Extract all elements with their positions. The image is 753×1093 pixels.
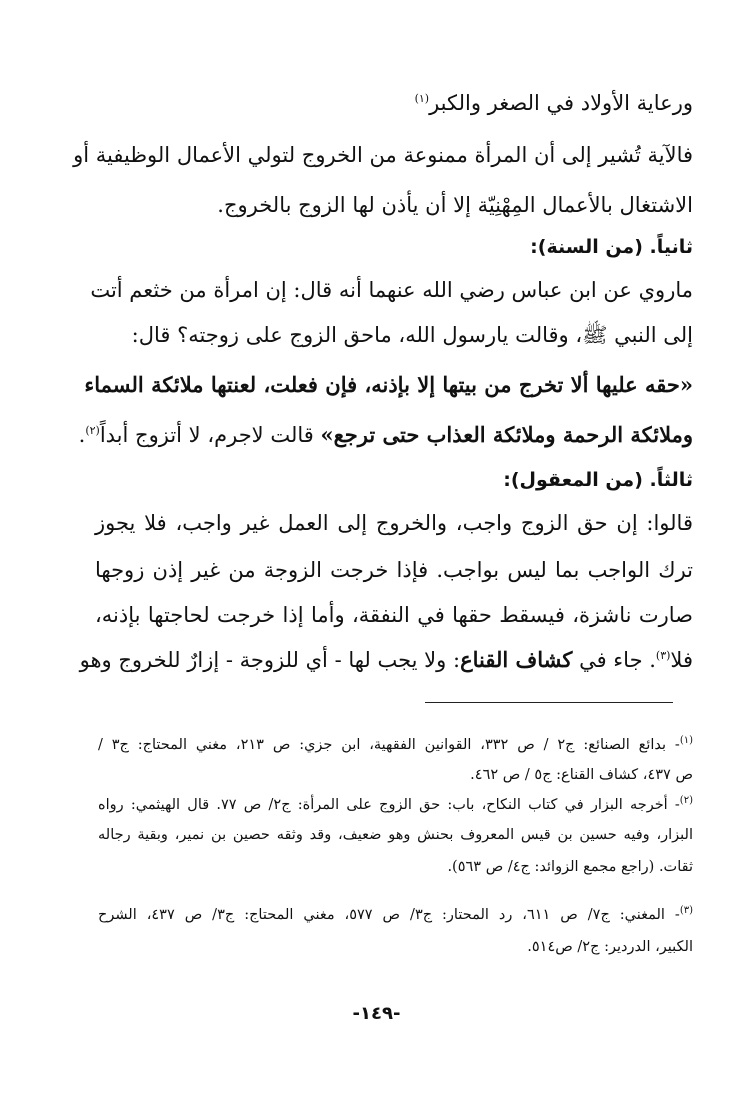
body-line-12: صارت ناشزة، فيسقط حقها في النفقة، وأما إذا خرجت لحاجتها بإذنه،: [95, 603, 693, 627]
footnote-1-line-1: [98, 733, 693, 757]
body-line-3: الاشتغال بالأعمال المِهْنِيّة إلا أن يأذن لها الزوج بالخروج.: [217, 193, 693, 217]
footnote-2-line-1: [98, 793, 693, 817]
section-heading-reason: ثالثاً. (من المعقول):: [503, 469, 693, 491]
body-line-5: ماروي عن ابن عباس رضي الله عنهما أنه قال: إن امرأة من خثعم أتت: [90, 278, 693, 302]
footnote-number: (١): [679, 735, 694, 747]
footnote-separator: [425, 702, 673, 703]
footnote-text: - المغني: ج٧/ ص ٦١١، رد المحتار: ج٣/ ص ٥٧٧، مغني المحتاج: ج٣/ ص ٤٣٧، الشرح: [98, 907, 680, 923]
footnote-2-line-2: البزار، وفيه حسين بن قيس المعروف بحنش وهو ضعيف، وقد وثقه حصين بن نمير، وبقية رجاله: [98, 827, 693, 843]
body-line-6: إلى النبي ﷺ، وقالت يارسول الله، ماحق الزوج على زوجته؟ قال:: [131, 323, 693, 347]
hadith-text: وملائكة الرحمة وملائكة العذاب حتى ترجع»: [320, 422, 693, 447]
footnote-ref-2[interactable]: (٢): [85, 424, 100, 437]
body-text: قالت لاجرم، لا أتزوج أبداً: [99, 423, 321, 447]
footnote-ref-3[interactable]: (٣): [655, 649, 671, 662]
body-line-10: قالوا: إن حق الزوج واجب، والخروج إلى العمل غير واجب، فلا يجوز: [95, 511, 693, 535]
body-text: ورعاية الأولاد في الصغر والكبر: [429, 91, 693, 115]
body-line-1: [95, 88, 693, 118]
footnote-number: (٢): [679, 795, 693, 807]
section-heading-sunnah: ثانياً. (من السنة):: [530, 236, 693, 258]
footnote-3-line-2: الكبير، الدردير: ج٢/ ص٥١٤.: [527, 939, 693, 955]
page-number: -١٤٩-: [352, 1003, 401, 1024]
footnote-2-line-3: ثقات. (راجع مجمع الزوائد: ج٤/ ص ٥٦٣).: [447, 859, 693, 875]
body-text: فلا: [670, 648, 693, 672]
body-line-11: ترك الواجب بما ليس بواجب. فإذا خرجت الزوجة من غير إذن زوجها: [95, 558, 693, 582]
body-text: : ولا يجب لها - أي للزوجة - إزارٌ للخروج وهو: [79, 648, 461, 672]
footnote-text: - بدائع الصنائع: ج٢ / ص ٣٣٢، القوانين الفقهية، ابن جزي: ص ٢١٣، مغني المحتاج: ج٣ /: [98, 737, 680, 753]
body-text: . جاء في: [572, 648, 656, 672]
hadith-line-2: [78, 420, 693, 450]
footnote-1-line-2: ص ٤٣٧، كشاف القناع: ج٥ / ص ٤٦٢.: [470, 767, 693, 783]
body-line-13: [79, 645, 693, 675]
footnote-number: (٣): [679, 905, 693, 917]
body-line-2: فالآية تُشير إلى أن المرأة ممنوعة من الخروج لتولي الأعمال الوظيفية أو: [73, 143, 693, 167]
body-text: .: [78, 423, 86, 447]
book-title: كشاف القناع: [460, 647, 573, 672]
footnote-3-line-1: [98, 903, 693, 927]
hadith-line-1: «حقه عليها ألا تخرج من بيتها إلا بإذنه، فإن فعلت، لعنتها ملائكة السماء: [84, 372, 693, 397]
footnote-ref-1[interactable]: (١): [414, 92, 430, 105]
footnote-text: - أخرجه البزار في كتاب النكاح، باب: حق الزوج على المرأة: ج٢/ ص ٧٧. قال الهيثمي: رواه: [98, 797, 680, 813]
